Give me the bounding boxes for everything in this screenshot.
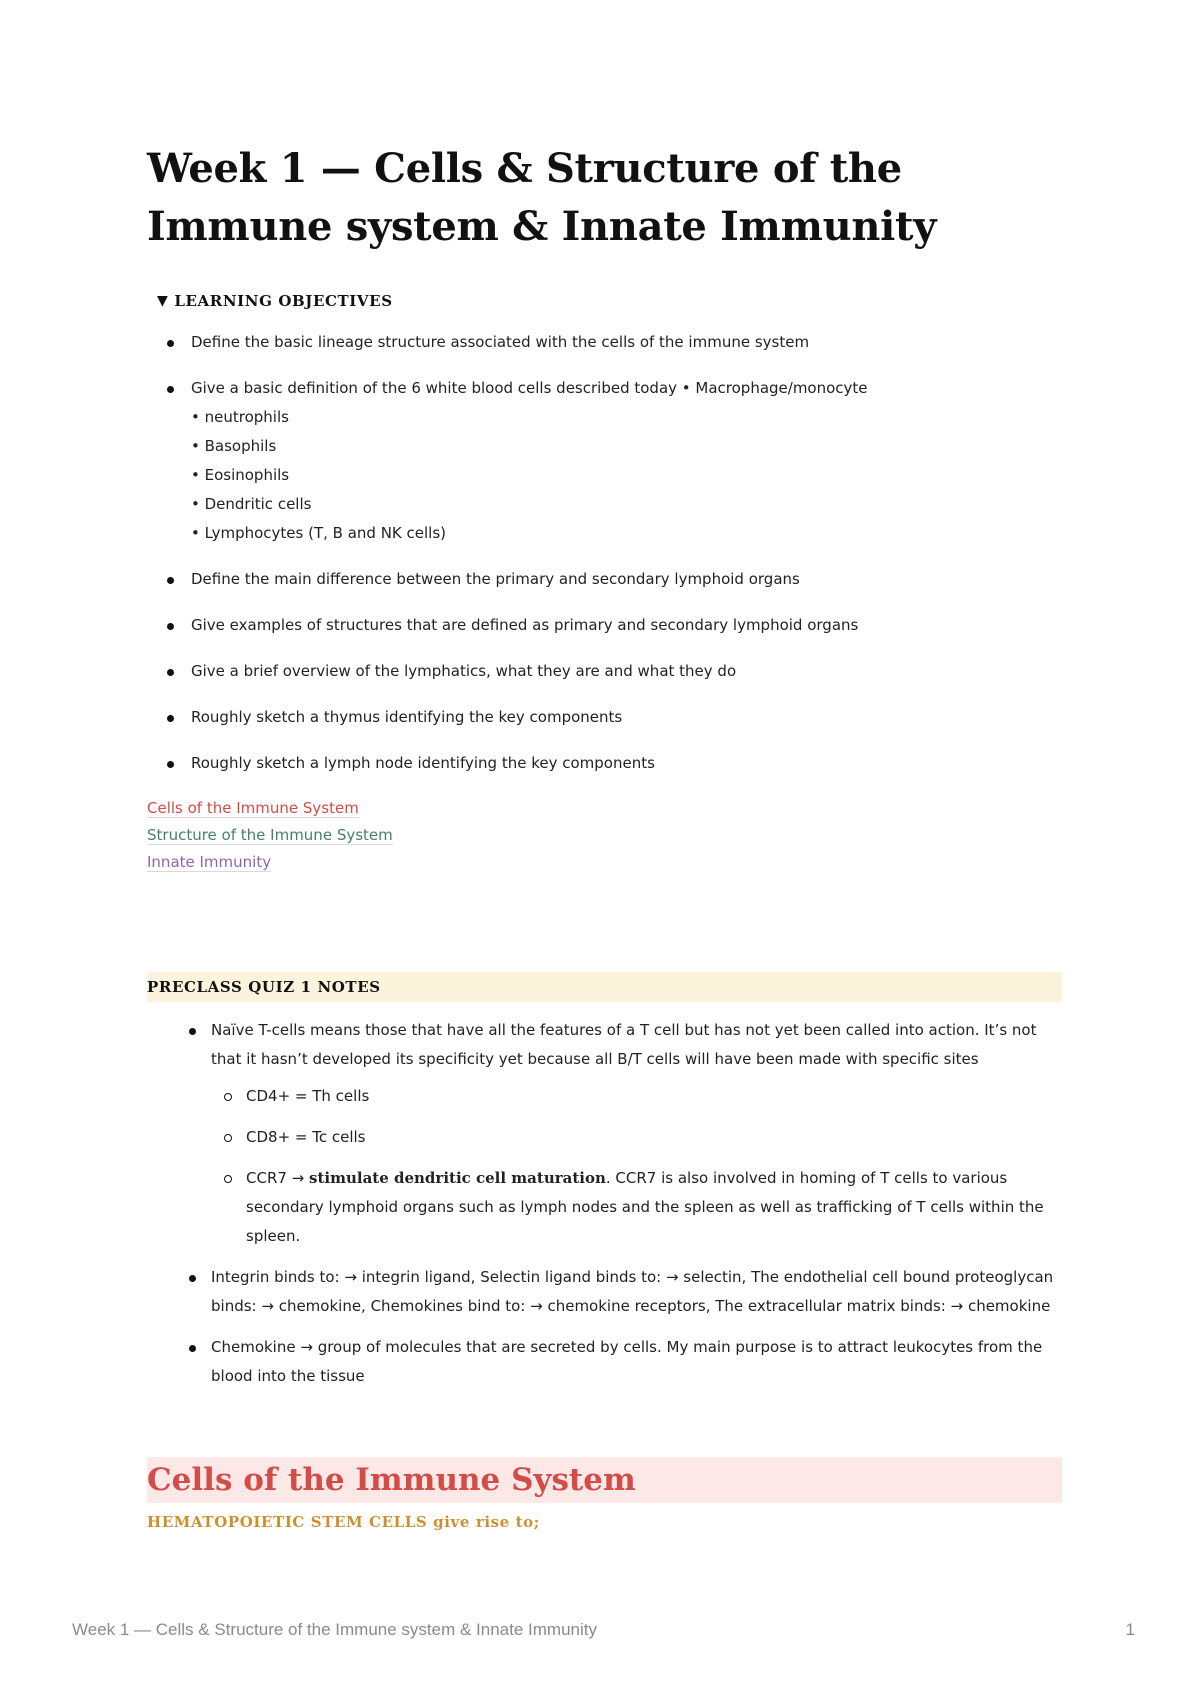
cells-section-heading: Cells of the Immune System — [147, 1457, 1062, 1503]
list-item-text: Chemokine → group of molecules that are secreted by cells. My main purpose is to attract leukocytes from the blood into the tissue — [211, 1338, 1043, 1385]
page-content — [147, 140, 1062, 1531]
list-item — [211, 1016, 1062, 1251]
page-footer — [72, 1620, 1135, 1640]
link-cells-of-immune-system[interactable]: Cells of the Immune System — [147, 799, 359, 817]
sub-list-item: CD8+ = Tc cells — [246, 1123, 1062, 1152]
list-item-text: Define the basic lineage structure associated with the cells of the immune system — [191, 333, 810, 351]
list-item-text: Give examples of structures that are defined as primary and secondary lymphoid organs — [191, 616, 859, 634]
list-item — [191, 328, 1062, 357]
list-item — [191, 703, 1062, 732]
wbc-subline: • Eosinophils — [191, 466, 290, 484]
learning-objectives-heading: LEARNING OBJECTIVES — [174, 292, 393, 310]
list-item-text: Naïve T-cells means those that have all the features of a T cell but has not yet been called into action. It’s not that it hasn’t developed its specificity yet because all B/T cells will have been made with specific sites — [211, 1021, 1037, 1068]
list-item-text: Give a basic definition of the 6 white blood cells described today • Macrophage/monocyte — [191, 379, 868, 397]
link-innate-immunity[interactable]: Innate Immunity — [147, 853, 272, 871]
list-item — [191, 611, 1062, 640]
wbc-subline: • neutrophils — [191, 408, 289, 426]
learning-objectives-list — [147, 328, 1062, 778]
list-item-text: Roughly sketch a thymus identifying the key components — [191, 708, 623, 726]
page-number: 1 — [1125, 1620, 1135, 1639]
learning-objectives-toggle[interactable] — [157, 292, 1062, 310]
wbc-subline: • Basophils — [191, 437, 277, 455]
list-item-text: Define the main difference between the primary and secondary lymphoid organs — [191, 570, 800, 588]
page-links — [147, 795, 1062, 876]
preclass-quiz-heading: PRECLASS QUIZ 1 NOTES — [147, 972, 1062, 1002]
list-item — [191, 749, 1062, 778]
list-item — [211, 1263, 1062, 1321]
sub-list — [211, 1082, 1062, 1251]
footer-title: Week 1 — Cells & Structure of the Immune system & Innate Immunity — [72, 1620, 597, 1639]
bold-text: stimulate dendritic cell maturation — [309, 1169, 606, 1187]
list-item — [211, 1333, 1062, 1391]
hematopoietic-subheading: HEMATOPOIETIC STEM CELLS give rise to; — [147, 1513, 540, 1531]
list-item-text: Roughly sketch a lymph node identifying the key components — [191, 754, 655, 772]
triangle-down-icon[interactable]: ▼ — [157, 293, 169, 309]
sub-list-item: CD4+ = Th cells — [246, 1082, 1062, 1111]
preclass-notes-list — [147, 1016, 1062, 1391]
sub-list-item: CCR7 → stimulate dendritic cell maturation. CCR7 is also involved in homing of T cells to various secondary lymphoid organs such as lymph nodes and the spleen as well as trafficking of T cells within the spleen. — [246, 1164, 1062, 1251]
list-item — [191, 657, 1062, 686]
list-item — [191, 565, 1062, 594]
list-item-text: Integrin binds to: → integrin ligand, Selectin ligand binds to: → selectin, The endothelial cell bound proteoglycan binds: → chemokine, Chemokines bind to: → chemokine receptors, The extracellular matrix binds: → chemokine — [211, 1268, 1054, 1315]
list-item — [191, 374, 1062, 548]
list-item-text: Give a brief overview of the lymphatics, what they are and what they do — [191, 662, 737, 680]
wbc-subline: • Dendritic cells — [191, 495, 312, 513]
page-title: Week 1 — Cells & Structure of the Immune system & Innate Immunity — [147, 145, 937, 250]
wbc-subline: • Lymphocytes (T, B and NK cells) — [191, 524, 447, 542]
link-structure-of-immune-system[interactable]: Structure of the Immune System — [147, 826, 393, 844]
